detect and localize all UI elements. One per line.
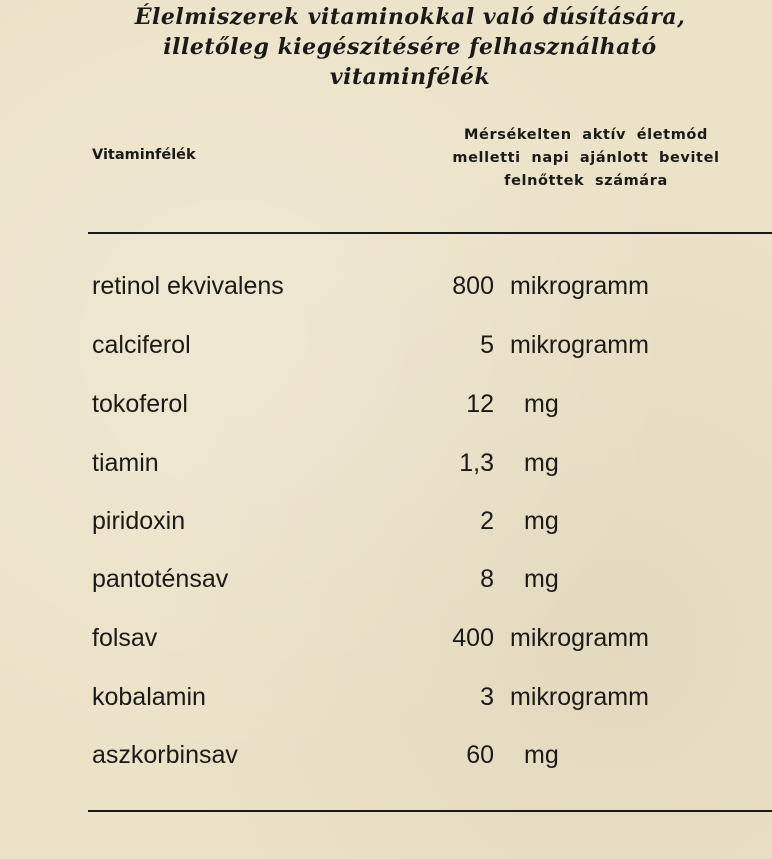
intake-unit: mg <box>524 390 559 418</box>
vitamin-name: folsav <box>92 624 158 652</box>
vitamin-name: calciferol <box>92 331 191 359</box>
vitamin-name: tiamin <box>92 449 159 477</box>
table-row <box>0 624 772 664</box>
intake-amount: 5 <box>480 331 494 359</box>
vitamin-name: kobalamin <box>92 683 206 711</box>
table-row <box>0 331 772 371</box>
intake-unit: mikrogramm <box>510 624 649 652</box>
intake-unit: mg <box>524 565 559 593</box>
table-row <box>0 683 772 723</box>
intake-header-line-1: Mérsékelten aktív életmód <box>464 127 708 143</box>
intake-header-line-3: felnőttek számára <box>504 173 668 189</box>
table-row <box>0 565 772 605</box>
intake-amount: 1,3 <box>459 449 494 477</box>
intake-header-line-2: melletti napi ajánlott bevitel <box>452 150 720 166</box>
intake-unit: mikrogramm <box>510 683 649 711</box>
intake-unit: mg <box>524 741 559 769</box>
intake-amount: 400 <box>452 624 494 652</box>
table-row <box>0 449 772 489</box>
intake-amount: 12 <box>466 390 494 418</box>
vitamin-name: aszkorbinsav <box>92 741 238 769</box>
document-title <box>60 2 760 92</box>
intake-unit: mg <box>524 449 559 477</box>
intake-amount: 800 <box>452 272 494 300</box>
intake-unit: mikrogramm <box>510 272 649 300</box>
table-row <box>0 272 772 312</box>
vitamin-name: tokoferol <box>92 390 188 418</box>
vitamin-name: piridoxin <box>92 507 186 535</box>
table-row <box>0 390 772 430</box>
vitamin-name: pantoténsav <box>92 565 229 593</box>
title-line-1: Élelmiszerek vitaminokkal való dúsítására, <box>134 4 686 30</box>
footer-divider <box>88 810 772 812</box>
title-line-2: illetőleg kiegészítésére felhasználható <box>163 34 657 60</box>
column-header-intake <box>400 124 772 193</box>
intake-amount: 2 <box>480 507 494 535</box>
vitamin-name: retinol ekvivalens <box>92 272 284 300</box>
intake-unit: mg <box>524 507 559 535</box>
table-row <box>0 741 772 781</box>
column-header-vitamin: Vitaminfélék <box>92 147 196 163</box>
table-row <box>0 507 772 547</box>
intake-amount: 8 <box>480 565 494 593</box>
intake-unit: mikrogramm <box>510 331 649 359</box>
intake-amount: 3 <box>480 683 494 711</box>
header-divider <box>88 232 772 234</box>
title-line-3: vitaminfélék <box>329 64 491 90</box>
intake-amount: 60 <box>466 741 494 769</box>
